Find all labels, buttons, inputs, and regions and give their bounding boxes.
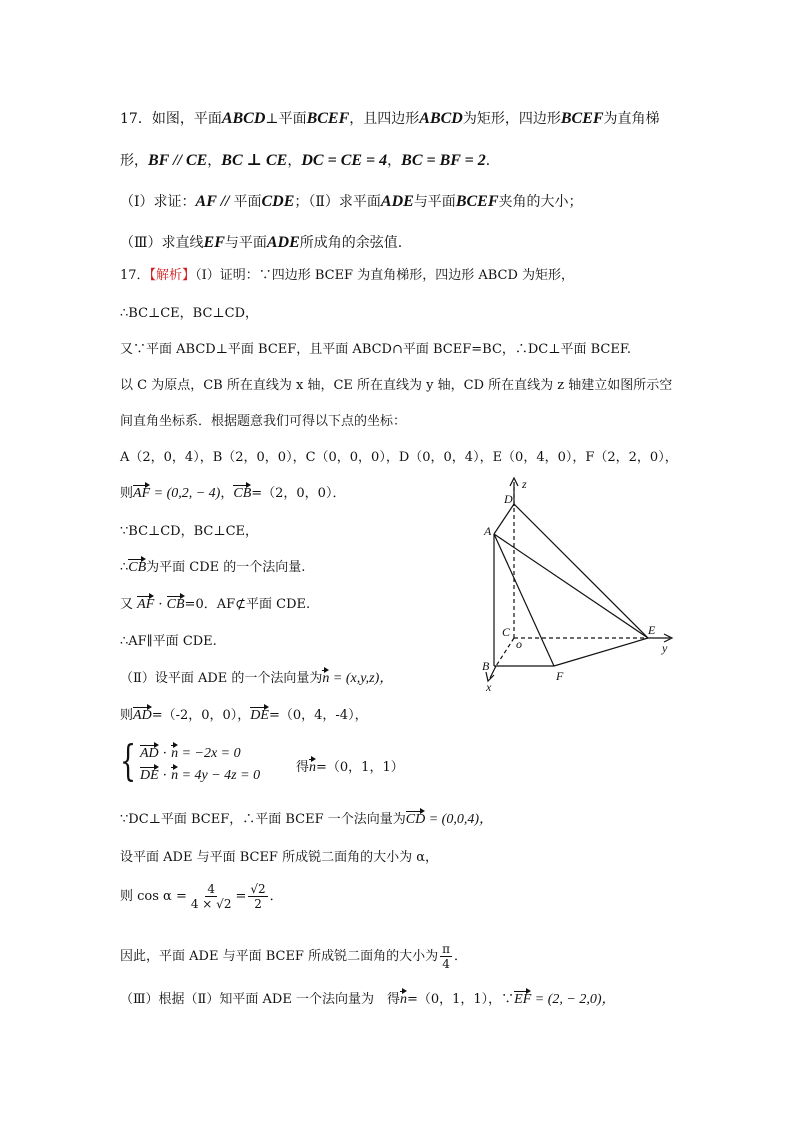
solution-text: =0．AF⊄平面 CDE. <box>184 597 311 612</box>
vector-n: n <box>171 746 179 761</box>
problem-line-3 <box>120 191 583 211</box>
problem-text: ；（Ⅱ）求平面 <box>294 194 381 210</box>
solution-text: 则 <box>120 486 134 501</box>
solution-text: （Ⅰ）证明：∵四边形 BCEF 为直角梯形，四边形 ABCD 为矩形， <box>195 268 575 283</box>
solution-line-17 <box>120 942 467 971</box>
label-b: B <box>482 659 490 673</box>
vector-cb: CB <box>128 560 147 575</box>
vector-value: =（-2，0，0）， <box>151 708 251 723</box>
problem-text: 形， <box>120 153 148 169</box>
solution-number: 17． <box>120 268 150 283</box>
denominator: 4 × √2 <box>190 897 232 911</box>
dot-operator: · <box>154 597 167 612</box>
solution-text: 则 <box>120 708 134 723</box>
solution-line-7 <box>120 482 345 502</box>
solution-text: 因此，平面 ADE 与平面 BCEF 所成锐二面角的大小为 <box>120 949 439 964</box>
solution-line-18 <box>120 988 616 1008</box>
problem-text: 为直角梯 <box>603 111 660 127</box>
vector-af: AF <box>137 597 155 612</box>
denominator: 2 <box>254 897 262 911</box>
math-af: AF // <box>195 193 234 210</box>
problem-text: 为矩形，四边形 <box>462 111 561 127</box>
solution-line-2: ∴BC⊥CE，BC⊥CD， <box>120 306 259 321</box>
label-e: E <box>648 623 656 637</box>
vector-cd: CD <box>405 812 426 827</box>
vector-value: =（0，4，-4）， <box>268 708 368 723</box>
solution-text: 则 cos α = <box>120 889 187 904</box>
vector-ad: AD <box>133 708 152 723</box>
numerator: √2 <box>250 882 266 896</box>
solution-line-10 <box>120 593 310 613</box>
label-a: A <box>484 524 492 538</box>
solution-line-3: 又∵平面 ABCD⊥平面 BCEF，且平面 ABCD∩平面 BCEF=BC，∴DC⊥平面 BCEF. <box>120 342 631 357</box>
denominator: 4 <box>442 957 450 971</box>
math-ef: EF <box>203 234 225 251</box>
vector-value: = (2, − 2,0)， <box>531 992 616 1007</box>
fraction <box>189 882 234 911</box>
solution-line-4: 以 C 为原点，CB 所在直线为 x 轴，CE 所在直线为 y 轴，CD 所在直线为 z 轴建立如图所示空 <box>120 378 673 393</box>
problem-text: 与平面 <box>224 235 267 251</box>
math-bcef: BCEF <box>560 110 604 127</box>
vector-cb: CB <box>166 597 185 612</box>
label-d: D <box>504 492 513 506</box>
solution-line-6: A（2，0，4），B（2，0，0），C（0，0，0），D（0，0，4），E（0，4，0），F（2，2，0）， <box>120 450 678 465</box>
solution-line-14 <box>120 808 493 828</box>
math-ade: ADE <box>266 234 300 251</box>
problem-text: 平面 <box>233 194 262 210</box>
label-o: o <box>516 637 522 651</box>
problem-text: （Ⅲ）求直线 <box>120 235 204 251</box>
solution-line-13 <box>120 704 368 724</box>
vector-ef: EF <box>514 992 532 1007</box>
solution-line-12 <box>120 667 393 687</box>
edge-da <box>494 504 514 534</box>
label-c: C <box>502 625 511 639</box>
solution-text: ∵DC⊥平面 BCEF，∴平面 BCEF 一个法向量为 <box>120 812 406 827</box>
math-eq: BC = BF = 2 <box>401 152 486 169</box>
label-f: F <box>556 669 564 683</box>
system-brace: { <box>120 736 137 785</box>
vector-value: = (0,2, − 4) <box>150 486 221 501</box>
vector-value: =（2，0，0）． <box>251 486 346 501</box>
math-bcef: BCEF <box>306 110 350 127</box>
fraction <box>248 882 267 911</box>
punct: ， <box>387 153 402 169</box>
label-y: y <box>662 641 668 655</box>
problem-text: 17．如图，平面 <box>120 111 222 127</box>
vector-ad: AD <box>140 746 159 761</box>
solution-line-9 <box>120 556 305 576</box>
vector-value: = (0,0,4)， <box>425 812 493 827</box>
fraction <box>440 942 452 971</box>
x-axis-dashed <box>496 638 514 666</box>
vector-de: DE <box>250 708 269 723</box>
problem-text: ，且四边形 <box>349 111 420 127</box>
solution-line-11: ∴AF∥平面 CDE. <box>120 634 217 649</box>
vector-n: n <box>322 671 330 686</box>
math-ade: ADE <box>380 193 414 210</box>
math-abcd: ABCD <box>419 110 463 127</box>
punct: ． <box>269 889 283 904</box>
solution-text: 为平面 CDE 的一个法向量. <box>146 560 306 575</box>
system-row-2 <box>140 766 260 784</box>
math-eq: BC ⊥ CE <box>221 152 288 169</box>
solution-text: （Ⅱ）设平面 ADE 的一个法向量为 <box>120 671 323 686</box>
solution-text: ∴ <box>120 560 129 575</box>
vector-cb: CB <box>233 486 252 501</box>
solution-text: （Ⅲ）根据（Ⅱ）知平面 ADE 一个法向量为 得 <box>120 992 400 1007</box>
problem-text: 与平面 <box>413 194 456 210</box>
solution-line-5: 间直角坐标系．根据题意我们可得以下点的坐标： <box>120 414 407 429</box>
punct: ， <box>207 153 222 169</box>
solution-text: 得 <box>296 760 310 775</box>
punct: ， <box>220 486 234 501</box>
math-bcef: BCEF <box>455 193 499 210</box>
equation: = 4y − 4z = 0 <box>178 768 261 783</box>
vector-value: = (x,y,z)， <box>329 671 394 686</box>
numerator: 4 <box>207 882 215 896</box>
edge-fe <box>554 638 648 666</box>
math-eq: DC = CE = 4 <box>301 152 388 169</box>
problem-text: 夹角的大小； <box>498 194 583 210</box>
math-cde: CDE <box>261 193 295 210</box>
math-eq: BF // CE <box>148 152 208 169</box>
system-row-1 <box>140 744 241 762</box>
solution-line-16 <box>120 882 283 911</box>
math-abcd: ABCD <box>221 110 266 127</box>
problem-text: ⊥平面 <box>265 111 307 127</box>
vector-n: n <box>309 760 317 775</box>
solution-line-8: ∵BC⊥CD，BC⊥CE， <box>120 524 259 539</box>
equals: = <box>235 889 247 904</box>
label-z: z <box>522 477 527 491</box>
vector-n: n <box>399 992 407 1007</box>
vector-value: =（0，1，1） <box>316 760 404 775</box>
dot-operator: · <box>158 768 172 783</box>
solution-line-15: 设平面 ADE 与平面 BCEF 所成锐二面角的大小为 α， <box>120 850 438 865</box>
numerator: π <box>442 942 450 956</box>
problem-text: 所成角的余弦值. <box>299 235 403 251</box>
label-x: x <box>486 680 492 694</box>
vector-n: n <box>171 768 179 783</box>
solution-text: =（0，1，1），∵ <box>406 992 515 1007</box>
vector-de: DE <box>140 768 159 783</box>
problem-line-4 <box>120 232 402 252</box>
punct: ， <box>287 153 302 169</box>
solution-text: 又 <box>120 597 138 612</box>
punct: ． <box>485 153 500 169</box>
problem-line-1 <box>120 108 660 128</box>
solution-line-1 <box>120 264 574 283</box>
system-result <box>296 756 404 776</box>
problem-text: （Ⅰ）求证： <box>120 194 196 210</box>
geometry-figure <box>478 476 678 696</box>
vector-af: AF <box>133 486 151 501</box>
dot-operator: · <box>158 746 172 761</box>
punct: ． <box>453 949 467 964</box>
equation: = −2x = 0 <box>178 746 241 761</box>
problem-line-2 <box>120 150 500 170</box>
analysis-tag: 【解析】 <box>149 268 196 283</box>
edge-de <box>514 504 648 638</box>
